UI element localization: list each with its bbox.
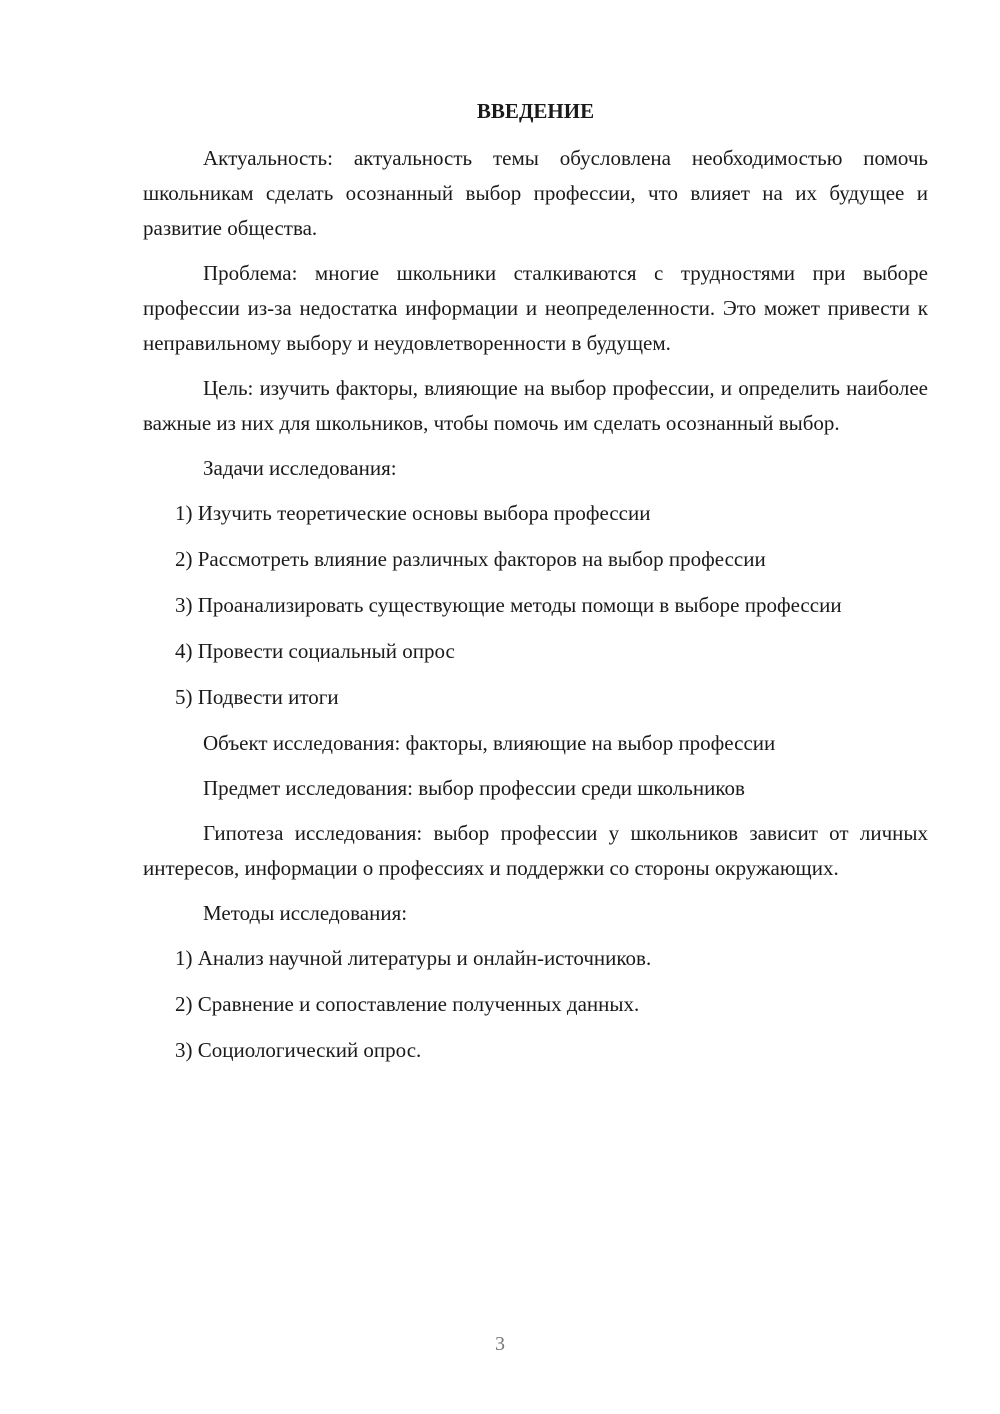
subject-line: Предмет исследования: выбор профессии среди школьников	[203, 776, 745, 800]
methods-heading: Методы исследования:	[203, 901, 408, 925]
method-item: 3) Социологический опрос.	[175, 1038, 422, 1062]
document-page	[143, 96, 928, 1079]
hypothesis-paragraph: Гипотеза исследования: выбор профессии у школьников зависит от личных интересов, информации о профессиях и поддержки со стороны окружающих.	[143, 821, 928, 880]
goal-paragraph: Цель: изучить факторы, влияющие на выбор профессии, и определить наиболее важные из них для школьников, чтобы помочь им сделать осознанный выбор.	[143, 376, 928, 435]
problem-paragraph: Проблема: многие школьники сталкиваются с трудностями при выборе профессии из-за недостатка информации и неопределенности. Это может привести к неправильному выбору и неудовлетворенности в будущем.	[143, 261, 928, 355]
task-item: 3) Проанализировать существующие методы помощи в выборе профессии	[175, 593, 842, 617]
relevance-paragraph: Актуальность: актуальность темы обусловлена необходимостью помочь школьникам сделать осознанный выбор профессии, что влияет на их будущее и развитие общества.	[143, 146, 928, 240]
page-number: 3	[495, 1333, 505, 1355]
task-item: 1) Изучить теоретические основы выбора профессии	[175, 501, 651, 525]
tasks-heading: Задачи исследования:	[203, 456, 397, 480]
section-title: ВВЕДЕНИЕ	[476, 99, 595, 123]
task-item: 2) Рассмотреть влияние различных факторов на выбор профессии	[175, 547, 766, 571]
method-item: 1) Анализ научной литературы и онлайн-источников.	[175, 946, 652, 970]
task-item: 5) Подвести итоги	[175, 685, 339, 709]
task-item: 4) Провести социальный опрос	[175, 639, 455, 663]
method-item: 2) Сравнение и сопоставление полученных данных.	[175, 992, 640, 1016]
object-line: Объект исследования: факторы, влияющие на выбор профессии	[203, 731, 776, 755]
